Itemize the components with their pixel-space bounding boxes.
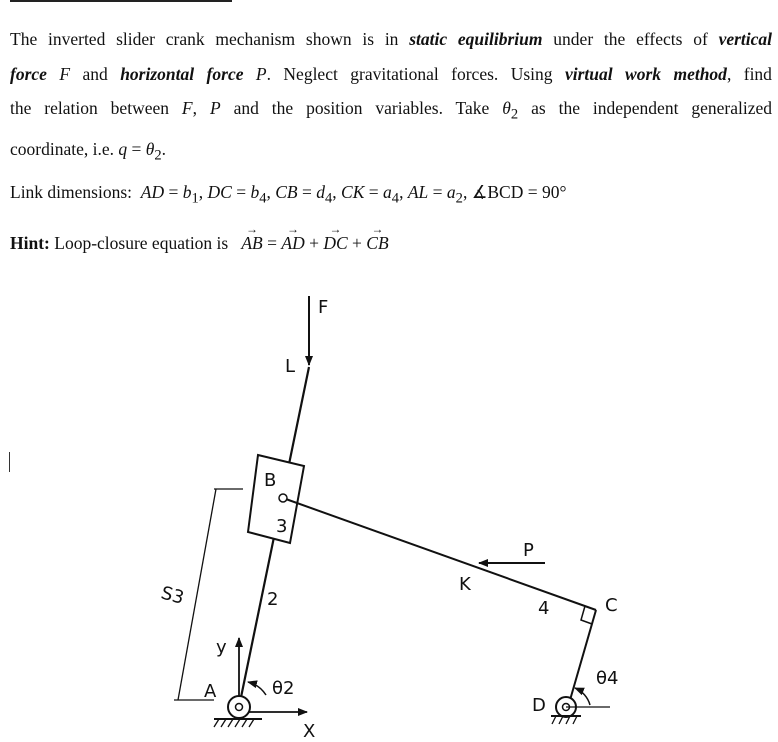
- label-f: F: [318, 297, 329, 318]
- label-p: P: [523, 540, 534, 561]
- label-l: L: [285, 356, 296, 377]
- dims-term: CB = $d_4$,: [275, 182, 337, 207]
- vector-dc: → DC: [323, 226, 347, 261]
- dims-term: AL = $a_2$,: [407, 182, 468, 207]
- label-s3: S3: [158, 582, 187, 609]
- ground-hatch-a: [214, 719, 254, 727]
- statement-line-4: coordinate, i.e. $q = \theta_2$.: [10, 139, 167, 164]
- dims-term: DC = $b_4$,: [207, 182, 271, 207]
- theta2-arc: [248, 682, 266, 695]
- label-theta2: θ2: [272, 678, 295, 699]
- label-b: B: [264, 470, 277, 491]
- label-d: D: [532, 695, 546, 716]
- hint-label: Hint:: [10, 233, 50, 253]
- label-3: 3: [276, 516, 288, 537]
- label-k: K: [459, 574, 471, 595]
- label-x: X: [303, 721, 316, 742]
- label-2: 2: [267, 589, 279, 610]
- dims-term: CK = $a_4$,: [341, 182, 404, 207]
- label-c: C: [605, 595, 618, 616]
- label-theta4: θ4: [596, 668, 619, 689]
- statement-line-3: the relation between F, P and the position variables. Take $\theta_2$ as the independent generalized: [10, 98, 772, 123]
- joint-b: [279, 494, 287, 502]
- dims-term: AD = $b_1$,: [140, 182, 204, 207]
- theta4-arc: [575, 688, 590, 705]
- hint: Hint: Loop-closure equation is → AB = → AD + → DC + → CB: [10, 226, 772, 261]
- link-4-bc: [283, 498, 596, 610]
- vector-ad: → AD: [281, 226, 304, 261]
- label-y: y: [216, 637, 227, 658]
- vector-cb: → CB: [366, 226, 388, 261]
- pin-a-center: [236, 704, 243, 711]
- statement-line-1: The inverted slider crank mechanism shown is in static equilibrium under the effects of vertical: [10, 29, 773, 49]
- vector-ab: → AB: [241, 226, 262, 261]
- label-4: 4: [538, 598, 550, 619]
- label-a: A: [204, 681, 217, 702]
- angle-term: ∡BCD = 90°: [471, 182, 567, 202]
- statement-line-2: force F and horizontal force P. Neglect gravitational forces. Using virtual work method, find: [10, 63, 772, 84]
- dims-label: Link dimensions:: [10, 182, 133, 202]
- hint-text: Loop-closure equation is: [49, 233, 229, 253]
